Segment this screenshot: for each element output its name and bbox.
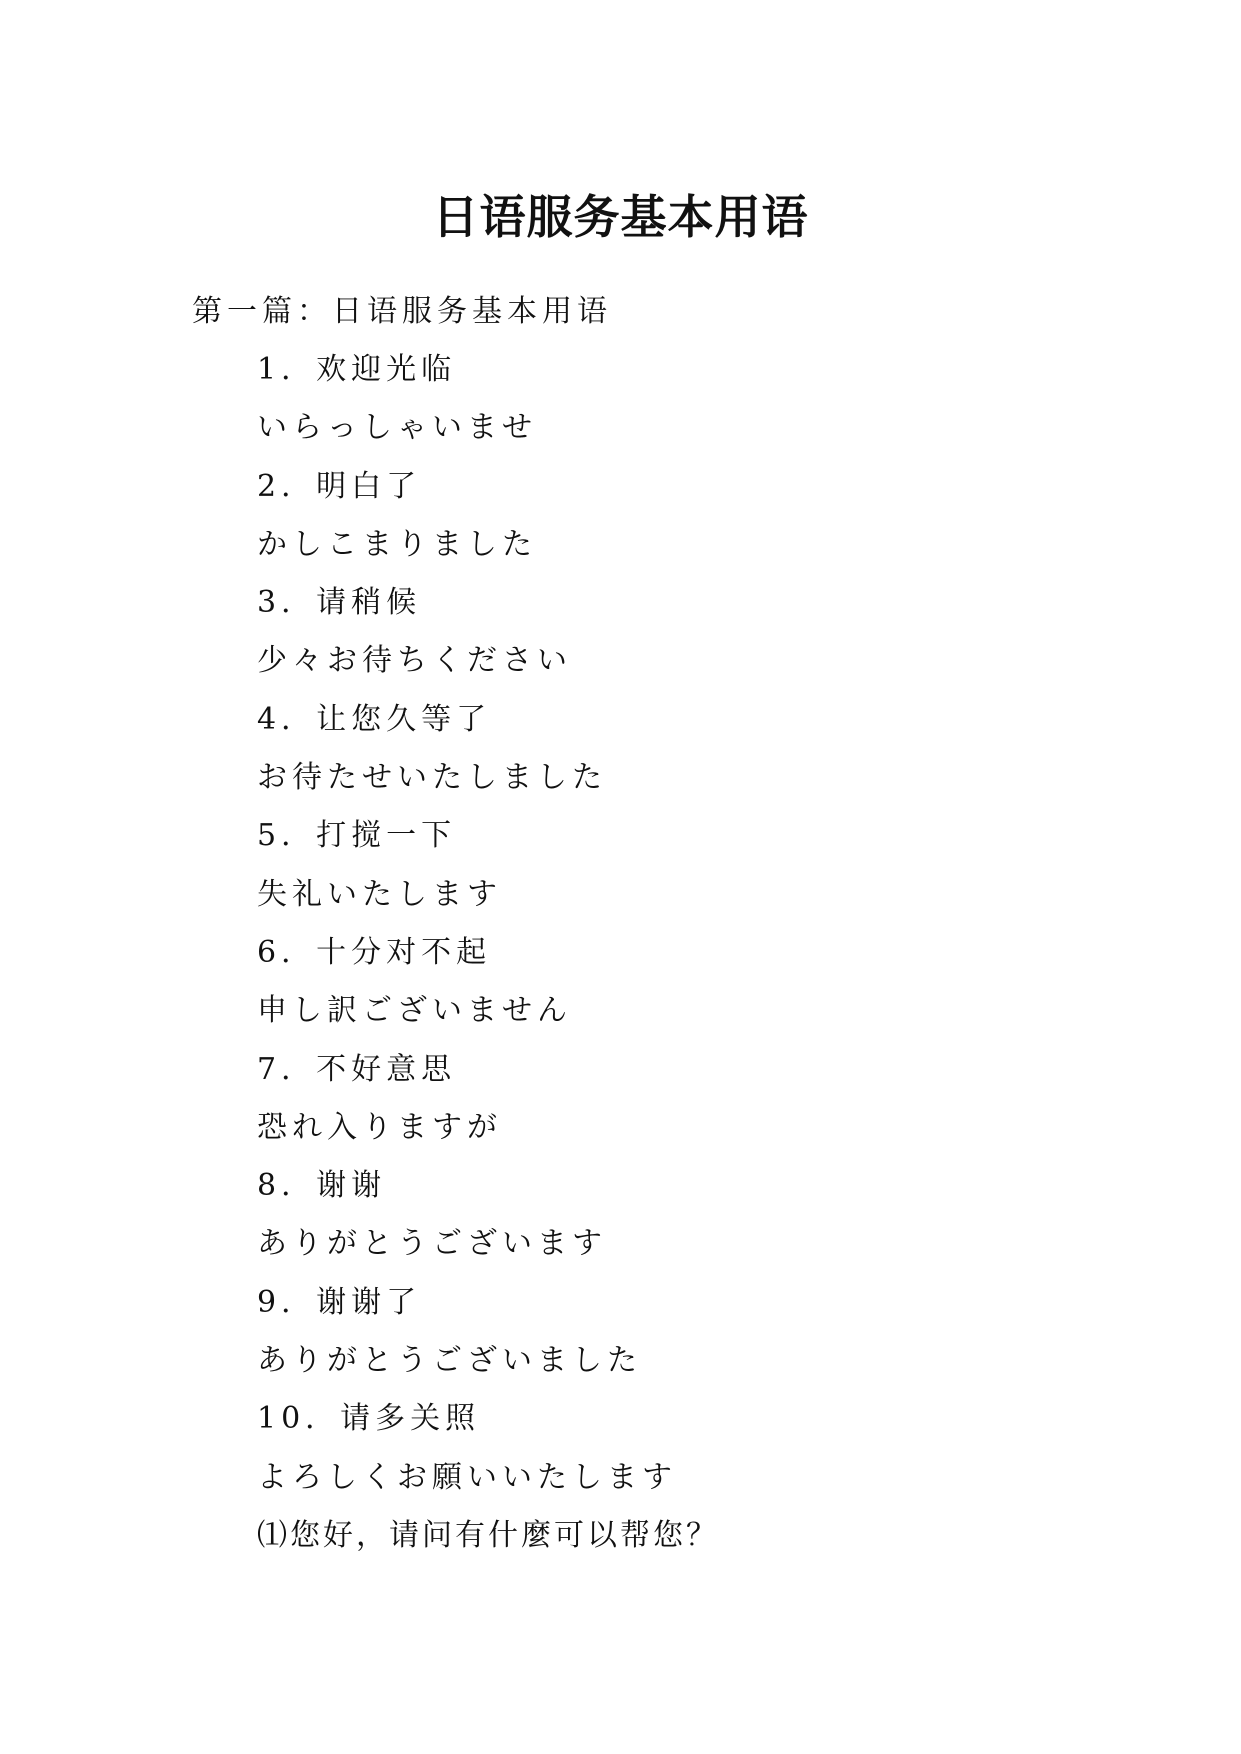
phrase-line: お待たせいたしました [257, 760, 607, 796]
phrase-line: ありがとうございました [257, 1343, 642, 1379]
phrase-line: 6．十分对不起 [257, 934, 492, 970]
phrase-line: ありがとうございます [257, 1226, 607, 1262]
phrase-line: 失礼いたします [257, 876, 502, 912]
phrase-line: 1．欢迎光临 [257, 352, 457, 387]
phrase-line: いらっしゃいませ [257, 410, 537, 446]
section-heading: 第一篇：日语服务基本用语 [192, 294, 612, 329]
phrase-line: 8．谢谢 [257, 1168, 387, 1204]
phrase-line: 申し訳ございません [257, 993, 572, 1029]
phrase-line: ⑴您好，请问有什麼可以帮您？ [257, 1517, 719, 1553]
phrase-line: 5．打搅一下 [257, 818, 457, 854]
phrase-line: よろしくお願いいたします [257, 1459, 677, 1495]
phrase-line: かしこまりました [257, 526, 537, 562]
document-title: 日语服务基本用语 [432, 189, 809, 244]
phrase-line: 2．明白了 [257, 468, 422, 504]
phrase-line: 10．请多关照 [257, 1401, 481, 1437]
phrase-line: 7．不好意思 [257, 1051, 457, 1087]
phrase-line: 3．请稍候 [257, 585, 422, 621]
phrase-line: 恐れ入りますが [257, 1109, 502, 1145]
phrase-list [257, 350, 719, 1574]
phrase-line: 少々お待ちください [257, 643, 572, 679]
phrase-line: 9．谢谢了 [257, 1284, 422, 1320]
phrase-line: 4．让您久等了 [257, 701, 492, 737]
